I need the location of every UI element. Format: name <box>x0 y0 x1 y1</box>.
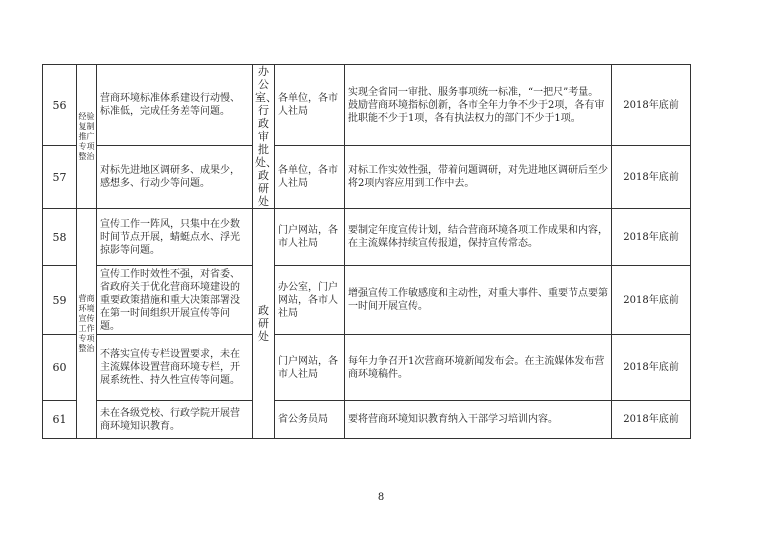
responsible-cell: 各单位，各市人社局 <box>275 146 345 209</box>
table-row <box>43 209 691 266</box>
table-row <box>43 335 691 401</box>
page-number: 8 <box>377 492 385 503</box>
row-number: 60 <box>43 335 77 401</box>
deadline-cell: 2018年底前 <box>612 266 691 335</box>
responsible-cell: 门户网站，各市人社局 <box>275 335 345 401</box>
table-row <box>43 266 691 335</box>
measure-cell: 每年力争召开1次营商环境新闻发布会。在主流媒体发布营商环境稿件。 <box>345 335 612 401</box>
measure-cell: 要制定年度宣传计划，结合营商环境各项工作成果和内容，在主流媒体持续宣传报道，保持宣传常态。 <box>345 209 612 266</box>
responsible-cell: 办公室，门户网站，各市人社局 <box>275 266 345 335</box>
table-row <box>43 146 691 209</box>
rectification-table <box>42 64 691 439</box>
row-number: 58 <box>43 209 77 266</box>
responsible-cell: 门户网站，各市人社局 <box>275 209 345 266</box>
row-number: 61 <box>43 401 77 439</box>
responsible-cell: 各单位，各市人社局 <box>275 65 345 146</box>
table-row <box>43 65 691 146</box>
lead-department-cell: 政研处 <box>253 209 275 439</box>
lead-department-cell: 办公室、行政审批处、政研处 <box>253 65 275 209</box>
deadline-cell: 2018年底前 <box>612 401 691 439</box>
row-number: 59 <box>43 266 77 335</box>
measure-cell: 对标工作实效性强，带着问题调研，对先进地区调研后至少将2项内容应用到工作中去。 <box>345 146 612 209</box>
measure-cell: 要将营商环境知识教育纳入干部学习培训内容。 <box>345 401 612 439</box>
row-number: 56 <box>43 65 77 146</box>
problem-cell: 对标先进地区调研多、成果少，感想多、行动少等问题。 <box>97 146 253 209</box>
problem-cell: 不落实宣传专栏设置要求，未在主流媒体设置营商环境专栏，开展系统性、持久性宣传等问题。 <box>97 335 253 401</box>
responsible-cell: 省公务员局 <box>275 401 345 439</box>
deadline-cell: 2018年底前 <box>612 65 691 146</box>
category-cell: 营商环境宣传工作专项整治 <box>77 209 97 439</box>
problem-cell: 未在各级党校、行政学院开展营商环境知识教育。 <box>97 401 253 439</box>
problem-cell: 宣传工作一阵风，只集中在少数时间节点开展，蜻蜓点水、浮光掠影等问题。 <box>97 209 253 266</box>
deadline-cell: 2018年底前 <box>612 335 691 401</box>
row-number: 57 <box>43 146 77 209</box>
problem-cell: 营商环境标准体系建设行动慢、标准低，完成任务差等问题。 <box>97 65 253 146</box>
table-row <box>43 401 691 439</box>
category-cell: 经验复制推广专项整治 <box>77 65 97 209</box>
measure-cell: 增强宣传工作敏感度和主动性，对重大事件、重要节点要第一时间开展宣传。 <box>345 266 612 335</box>
deadline-cell: 2018年底前 <box>612 209 691 266</box>
deadline-cell: 2018年底前 <box>612 146 691 209</box>
measure-cell: 实现全省同一审批、服务事项统一标准，“一把尺”考量。鼓励营商环境指标创新，各市全年力争不少于2项，各有审批职能不少于1项，各有执法权力的部门不少于1项。 <box>345 65 612 146</box>
problem-cell: 宣传工作时效性不强，对省委、省政府关于优化营商环境建设的重要政策措施和重大决策部署没在第一时间组织开展宣传等问题。 <box>97 266 253 335</box>
